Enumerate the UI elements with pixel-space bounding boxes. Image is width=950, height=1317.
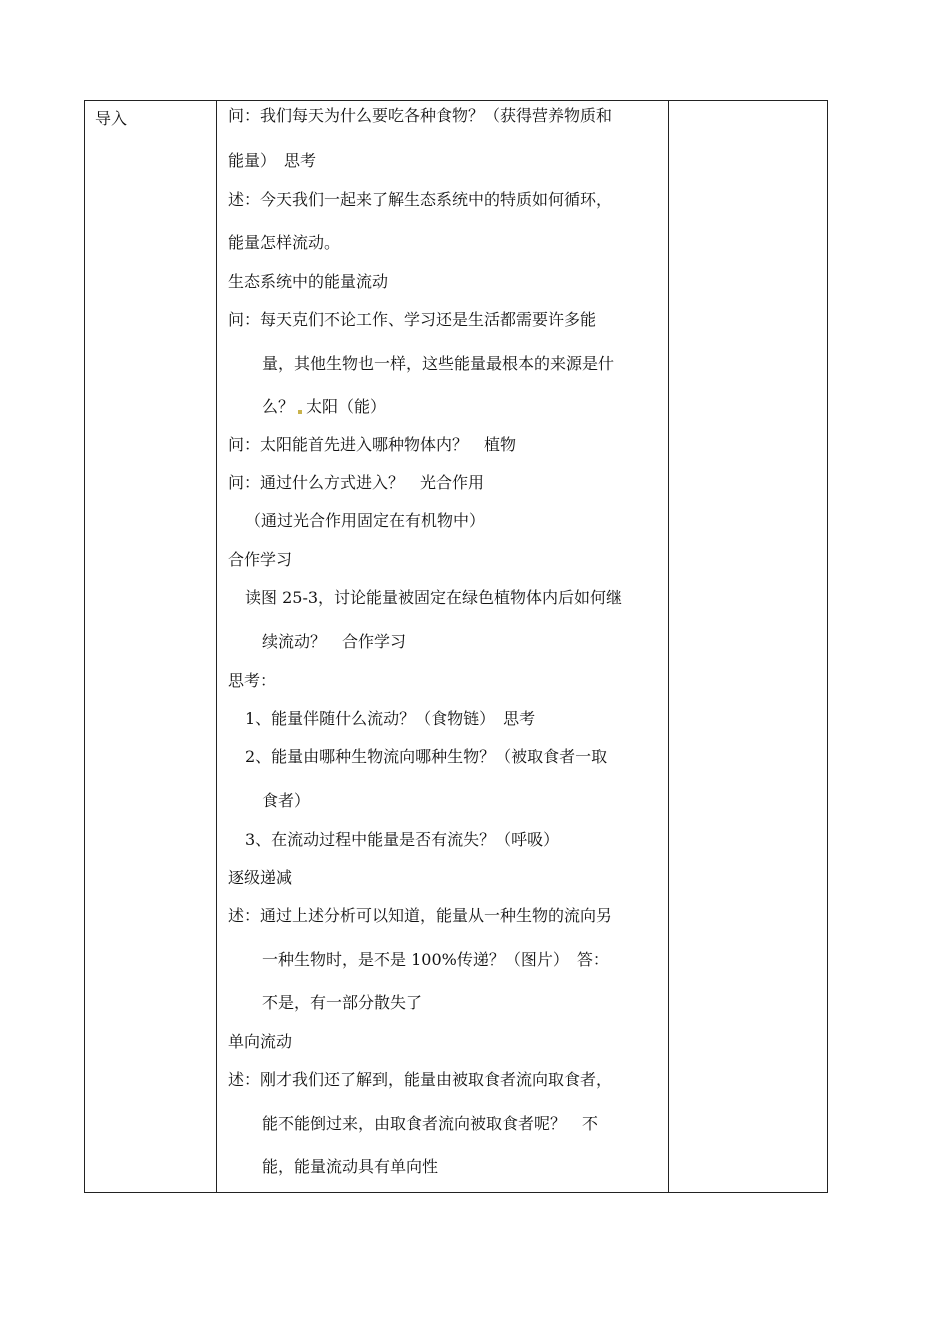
text-line: 读图 25-3，讨论能量被固定在绿色植物体内后如何继	[245, 588, 623, 607]
stage-label: 导入	[95, 109, 128, 128]
text-line: 续流动？ 合作学习	[262, 632, 407, 651]
column-divider-2	[668, 101, 669, 1192]
text-line: （通过光合作用固定在有机物中）	[245, 511, 486, 530]
section-heading: 生态系统中的能量流动	[228, 272, 389, 291]
list-item: 3、在流动过程中能量是否有流失？（呼吸）	[245, 830, 560, 849]
text-line: 能不能倒过来，由取食者流向被取食者呢？ 不	[262, 1114, 599, 1133]
highlight-mark-icon	[298, 410, 302, 414]
text-line	[262, 397, 386, 417]
list-item: 1、能量伴随什么流动？（食物链） 思考	[245, 709, 536, 728]
text-line: 述：通过上述分析可以知道，能量从一种生物的流向另	[228, 906, 613, 925]
text-line: 能量怎样流动。	[228, 233, 341, 252]
text-line: 能，能量流动具有单向性	[262, 1157, 439, 1176]
column-divider-1	[216, 101, 217, 1192]
text-line: 问：每天克们不论工作、学习还是生活都需要许多能	[228, 310, 597, 329]
text-line: 问：通过什么方式进入？ 光合作用	[228, 473, 485, 492]
text-line: 问：太阳能首先进入哪种物体内？ 植物	[228, 435, 517, 454]
section-heading: 合作学习	[228, 550, 293, 569]
text-line: 述：今天我们一起来了解生态系统中的特质如何循环，	[228, 190, 613, 209]
section-heading: 逐级递减	[228, 868, 293, 887]
lesson-table	[84, 100, 828, 1193]
list-item: 2、能量由哪种生物流向哪种生物？（被取食者一取	[245, 747, 608, 766]
text-line: 述：刚才我们还了解到，能量由被取食者流向取食者，	[228, 1070, 613, 1089]
section-heading: 单向流动	[228, 1032, 293, 1051]
text-line: 能量） 思考	[228, 151, 317, 170]
text-fragment: 太阳（能）	[306, 397, 387, 416]
text-line: 食者）	[262, 791, 311, 810]
text-line: 一种生物时，是不是 100%传递？（图片） 答：	[262, 950, 609, 969]
text-line: 不是，有一部分散失了	[262, 993, 423, 1012]
text-fragment: 么？	[262, 397, 295, 416]
section-heading: 思考：	[228, 671, 277, 690]
text-line: 问：我们每天为什么要吃各种食物？（获得营养物质和	[228, 106, 613, 125]
text-line: 量，其他生物也一样，这些能量最根本的来源是什	[262, 354, 615, 373]
